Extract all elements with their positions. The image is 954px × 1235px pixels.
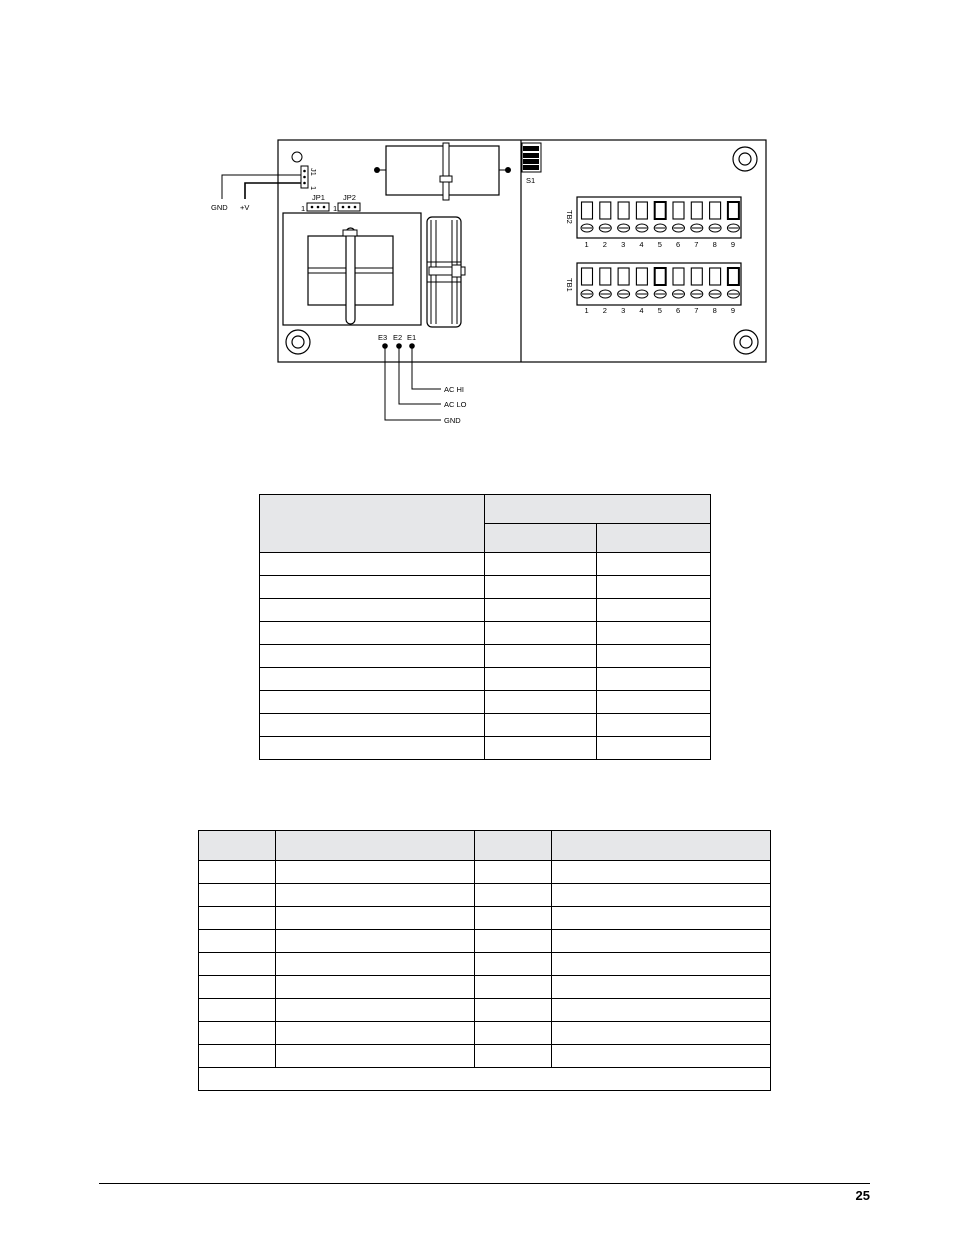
j1-label: J1 — [309, 168, 318, 176]
ac-hi-label: AC HI — [444, 385, 465, 394]
terminal-screw — [581, 290, 593, 298]
table-cell — [485, 553, 597, 576]
table-row — [199, 907, 771, 930]
table-cell — [199, 1022, 276, 1045]
table-cell — [475, 884, 552, 907]
terminal-block-tb2 — [565, 197, 741, 238]
terminal-slot — [600, 202, 611, 219]
table-cell — [475, 999, 552, 1022]
table-cell — [276, 1022, 475, 1045]
table-cell — [260, 737, 485, 760]
table-cell — [475, 1022, 552, 1045]
table-2-header-cell — [199, 831, 276, 861]
table-cell — [475, 976, 552, 999]
table-cell — [276, 861, 475, 884]
table-cell — [485, 622, 597, 645]
terminal-slot — [600, 268, 611, 285]
table-cell — [199, 1045, 276, 1068]
terminal-number: 9 — [730, 240, 736, 249]
table-cell — [260, 714, 485, 737]
table-cell — [552, 999, 771, 1022]
terminal-screw — [581, 224, 593, 232]
table-cell — [597, 645, 711, 668]
terminal-number: 7 — [694, 306, 699, 315]
table-row — [260, 645, 711, 668]
table-cell — [485, 576, 597, 599]
terminal-number: 6 — [676, 306, 681, 315]
transformer — [283, 213, 421, 325]
table-2-header-row — [199, 831, 771, 861]
table-cell — [276, 953, 475, 976]
jp2-pin-label: 1 — [333, 204, 338, 213]
table-row — [199, 1045, 771, 1068]
table-cell — [475, 930, 552, 953]
ac-lo-label: AC LO — [444, 400, 467, 409]
table-cell — [552, 1022, 771, 1045]
terminal-number: 4 — [639, 240, 644, 249]
table-cell — [485, 691, 597, 714]
table-cell — [597, 599, 711, 622]
table-cell — [260, 622, 485, 645]
s1-label: S1 — [526, 176, 536, 185]
terminal-slot — [582, 202, 593, 219]
terminal-number: 5 — [657, 240, 662, 249]
table-cell — [552, 861, 771, 884]
j1-pin-label: 1 — [309, 186, 318, 191]
table-cell — [597, 737, 711, 760]
table-footnote-row — [199, 1068, 771, 1091]
table-cell — [199, 976, 276, 999]
table-cell — [199, 861, 276, 884]
e1-label: E1 — [407, 333, 417, 342]
terminal-slot — [582, 268, 593, 285]
table-cell — [485, 737, 597, 760]
table-cell — [260, 645, 485, 668]
table-cell — [276, 907, 475, 930]
table-cell — [475, 907, 552, 930]
terminal-number: 6 — [676, 240, 681, 249]
table-cell — [276, 999, 475, 1022]
table-cell — [485, 668, 597, 691]
table-2 — [198, 830, 771, 1091]
table-cell — [597, 668, 711, 691]
table-cell — [475, 861, 552, 884]
table-cell — [260, 599, 485, 622]
tb1-label: TB1 — [565, 278, 574, 292]
table-cell — [475, 1045, 552, 1068]
terminal-screw — [673, 224, 685, 232]
table-1-header-cell — [485, 495, 711, 524]
table-1 — [259, 494, 711, 760]
e3-label: E3 — [378, 333, 388, 342]
table-cell — [276, 1045, 475, 1068]
table-row — [260, 622, 711, 645]
jp1-label: JP1 — [312, 193, 325, 202]
table-row — [199, 976, 771, 999]
wire-plus-v-label: +V — [240, 203, 250, 212]
terminal-slot — [710, 268, 721, 285]
jp2-label: JP2 — [343, 193, 356, 202]
terminal-screw — [599, 224, 611, 232]
table-cell — [276, 976, 475, 999]
terminal-screw — [599, 290, 611, 298]
table-cell — [260, 691, 485, 714]
table-cell — [199, 999, 276, 1022]
terminal-number: 9 — [730, 306, 736, 315]
table-cell — [485, 714, 597, 737]
table-row — [260, 714, 711, 737]
table-row — [199, 953, 771, 976]
table-2-header-cell — [552, 831, 771, 861]
terminal-screw — [636, 290, 648, 298]
terminal-number: 8 — [712, 306, 717, 315]
table-cell — [260, 668, 485, 691]
circuit-board-diagram — [0, 0, 954, 470]
terminal-screw — [709, 224, 721, 232]
terminal-number: 4 — [639, 306, 644, 315]
terminal-number: 2 — [602, 240, 607, 249]
fuse-holder — [427, 217, 465, 327]
tb2-label: TB2 — [565, 210, 574, 224]
table-1-header-cell — [485, 524, 597, 553]
table-cell — [552, 884, 771, 907]
terminal-slot — [636, 202, 647, 219]
terminal-slot — [655, 202, 666, 219]
terminal-block-tb1 — [565, 263, 741, 305]
terminal-screw — [636, 224, 648, 232]
terminal-screw — [618, 224, 630, 232]
terminal-screw — [691, 224, 703, 232]
terminal-screw — [727, 290, 739, 298]
table-cell — [485, 645, 597, 668]
terminal-number: 7 — [694, 240, 699, 249]
terminal-slot — [673, 202, 684, 219]
page-number: 25 — [855, 1188, 870, 1203]
table-row — [260, 668, 711, 691]
table-cell — [276, 884, 475, 907]
footer-rule — [99, 1183, 870, 1184]
table-cell — [199, 930, 276, 953]
table-cell — [597, 553, 711, 576]
table-row — [260, 737, 711, 760]
ac-gnd-label: GND — [444, 416, 461, 425]
terminal-screw — [727, 224, 739, 232]
terminal-number: 3 — [621, 306, 626, 315]
jp1-pin-label: 1 — [301, 204, 306, 213]
table-cell — [199, 907, 276, 930]
table-row — [260, 576, 711, 599]
table-footnote-cell — [199, 1068, 771, 1091]
table-cell — [552, 930, 771, 953]
table-cell — [597, 576, 711, 599]
table-cell — [276, 930, 475, 953]
terminal-slot — [710, 202, 721, 219]
table-row — [260, 553, 711, 576]
terminal-slot — [636, 268, 647, 285]
terminal-number: 1 — [584, 240, 589, 249]
terminal-screw — [709, 290, 721, 298]
terminal-screw — [618, 290, 630, 298]
terminal-slot — [655, 268, 666, 285]
terminal-slot — [728, 268, 739, 285]
table-cell — [597, 691, 711, 714]
table-cell — [260, 553, 485, 576]
table-row — [199, 884, 771, 907]
terminal-number: 2 — [602, 306, 607, 315]
e2-label: E2 — [393, 333, 403, 342]
terminal-screw — [654, 224, 666, 232]
terminal-slot — [691, 202, 702, 219]
table-row — [199, 930, 771, 953]
terminal-number: 3 — [621, 240, 626, 249]
table-cell — [597, 622, 711, 645]
table-row — [199, 999, 771, 1022]
table-cell — [552, 1045, 771, 1068]
terminal-slot — [618, 202, 629, 219]
table-1-header-row-1 — [260, 495, 711, 524]
table-1-header-cell — [597, 524, 711, 553]
table-1-header-cell — [260, 495, 485, 553]
terminal-number: 5 — [657, 306, 662, 315]
table-cell — [199, 953, 276, 976]
table-cell — [552, 953, 771, 976]
table-cell — [485, 599, 597, 622]
terminal-screw — [673, 290, 685, 298]
table-row — [260, 599, 711, 622]
table-cell — [260, 576, 485, 599]
table-2-header-cell — [475, 831, 552, 861]
table-2-header-cell — [276, 831, 475, 861]
table-row — [260, 691, 711, 714]
terminal-screw — [654, 290, 666, 298]
top-component — [374, 143, 511, 200]
terminal-number: 1 — [584, 306, 589, 315]
terminal-slot — [728, 202, 739, 219]
wire-gnd-label: GND — [211, 203, 228, 212]
terminal-slot — [691, 268, 702, 285]
table-cell — [597, 714, 711, 737]
table-cell — [199, 884, 276, 907]
table-cell — [552, 976, 771, 999]
table-row — [199, 861, 771, 884]
table-cell — [475, 953, 552, 976]
table-row — [199, 1022, 771, 1045]
terminal-slot — [618, 268, 629, 285]
terminal-slot — [673, 268, 684, 285]
table-cell — [552, 907, 771, 930]
terminal-number: 8 — [712, 240, 717, 249]
terminal-screw — [691, 290, 703, 298]
